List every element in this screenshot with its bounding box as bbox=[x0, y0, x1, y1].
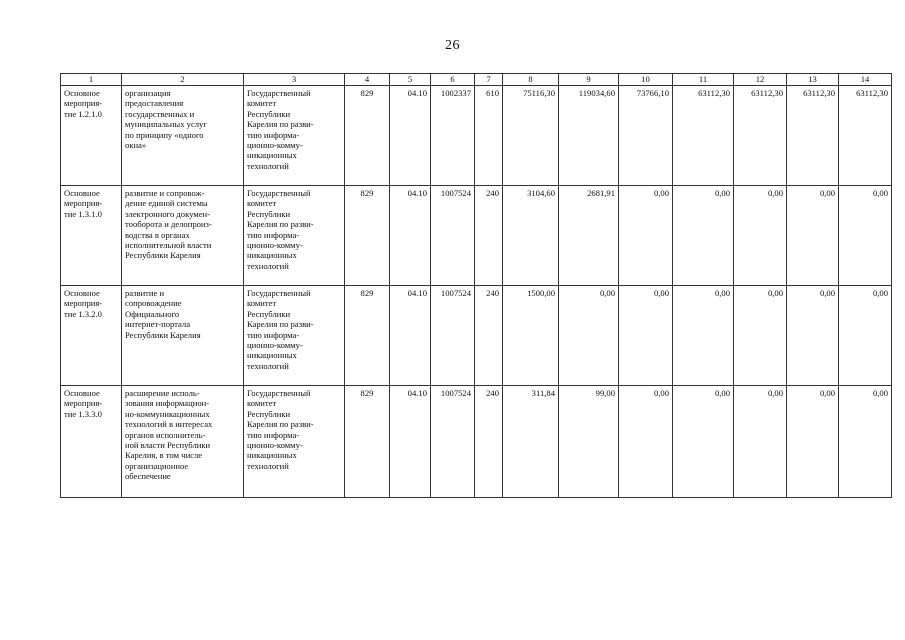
table-cell: 1002337 bbox=[431, 86, 475, 186]
column-header: 10 bbox=[619, 74, 673, 86]
table-cell: 3104,60 bbox=[503, 186, 559, 286]
table-cell: 240 bbox=[475, 286, 503, 386]
table-cell: 63112,30 bbox=[839, 86, 892, 186]
column-header: 6 bbox=[431, 74, 475, 86]
table-cell: 0,00 bbox=[734, 186, 787, 286]
table-cell-executor: Государственный комитет Республики Карелия по разви- тию информа- ционно-комму- никационных технологий bbox=[244, 186, 345, 286]
column-header: 12 bbox=[734, 74, 787, 86]
table-cell: 2681,91 bbox=[559, 186, 619, 286]
table-cell-event: Основное мероприя- тие 1.2.1.0 bbox=[61, 86, 122, 186]
column-header: 1 bbox=[61, 74, 122, 86]
table-cell: 99,00 bbox=[559, 386, 619, 498]
table-cell: 311,84 bbox=[503, 386, 559, 498]
column-header: 13 bbox=[787, 74, 839, 86]
table-row bbox=[61, 186, 892, 286]
table-cell: 0,00 bbox=[619, 386, 673, 498]
table-cell: 829 bbox=[345, 286, 390, 386]
table-cell: 0,00 bbox=[839, 286, 892, 386]
table-cell: 0,00 bbox=[839, 186, 892, 286]
table-cell: 240 bbox=[475, 386, 503, 498]
table-cell: 1007524 bbox=[431, 286, 475, 386]
table-cell: 04.10 bbox=[390, 86, 431, 186]
table-cell: 04.10 bbox=[390, 286, 431, 386]
table-cell-description: развитие и сопровождение Официального интернет-портала Республики Карелия bbox=[122, 286, 244, 386]
table-cell: 1500,00 bbox=[503, 286, 559, 386]
table-cell: 1007524 bbox=[431, 386, 475, 498]
column-header: 3 bbox=[244, 74, 345, 86]
table-cell: 0,00 bbox=[734, 286, 787, 386]
table-cell-event: Основное мероприя- тие 1.3.3.0 bbox=[61, 386, 122, 498]
table-cell: 63112,30 bbox=[673, 86, 734, 186]
column-header: 8 bbox=[503, 74, 559, 86]
table-cell: 0,00 bbox=[839, 386, 892, 498]
column-header: 9 bbox=[559, 74, 619, 86]
table-cell-event: Основное мероприя- тие 1.3.2.0 bbox=[61, 286, 122, 386]
table-cell: 610 bbox=[475, 86, 503, 186]
column-header: 14 bbox=[839, 74, 892, 86]
header-row bbox=[61, 74, 892, 86]
table-cell: 0,00 bbox=[673, 386, 734, 498]
column-header: 2 bbox=[122, 74, 244, 86]
table-cell: 0,00 bbox=[673, 286, 734, 386]
table-row bbox=[61, 286, 892, 386]
table-cell-executor: Государственный комитет Республики Карелия по разви- тию информа- ционно-комму- никационных технологий bbox=[244, 286, 345, 386]
table-cell: 119034,60 bbox=[559, 86, 619, 186]
table-cell-description: расширение исполь- зования информацион- но-коммуникационных технологий в интересах органов исполнитель- ной власти Республики Карелия, в том числе организационное обеспечение bbox=[122, 386, 244, 498]
table-cell: 0,00 bbox=[734, 386, 787, 498]
table-cell: 0,00 bbox=[559, 286, 619, 386]
table-cell: 0,00 bbox=[787, 386, 839, 498]
table-cell: 240 bbox=[475, 186, 503, 286]
page-number: 26 bbox=[445, 38, 460, 53]
table-cell: 0,00 bbox=[619, 286, 673, 386]
table-cell: 829 bbox=[345, 386, 390, 498]
column-header: 5 bbox=[390, 74, 431, 86]
table-cell-description: организация предоставления государственных и муниципальных услуг по принципу «одного окна» bbox=[122, 86, 244, 186]
table-cell: 75116,30 bbox=[503, 86, 559, 186]
table-row bbox=[61, 386, 892, 498]
column-header: 11 bbox=[673, 74, 734, 86]
column-header: 4 bbox=[345, 74, 390, 86]
table-cell: 1007524 bbox=[431, 186, 475, 286]
table-cell: 829 bbox=[345, 86, 390, 186]
table-cell: 63112,30 bbox=[734, 86, 787, 186]
table-cell-event: Основное мероприя- тие 1.3.1.0 bbox=[61, 186, 122, 286]
table-cell: 63112,30 bbox=[787, 86, 839, 186]
table-cell: 0,00 bbox=[787, 286, 839, 386]
table-cell-executor: Государственный комитет Республики Карелия по разви- тию информа- ционно-комму- никационных технологий bbox=[244, 386, 345, 498]
table-cell: 0,00 bbox=[673, 186, 734, 286]
table-cell: 0,00 bbox=[619, 186, 673, 286]
column-header: 7 bbox=[475, 74, 503, 86]
table-cell-executor: Государственный комитет Республики Карелия по разви- тию информа- ционно-комму- никационных технологий bbox=[244, 86, 345, 186]
table-cell-description: развитие и сопровож- дение единой системы электронного докумен- тооборота и делопроиз- водства в органах исполнительной власти Республики Карелия bbox=[122, 186, 244, 286]
table-cell: 829 bbox=[345, 186, 390, 286]
budget-table bbox=[60, 73, 892, 498]
table-cell: 73766,10 bbox=[619, 86, 673, 186]
table-cell: 0,00 bbox=[787, 186, 839, 286]
table-cell: 04.10 bbox=[390, 186, 431, 286]
table-row bbox=[61, 86, 892, 186]
table-cell: 04.10 bbox=[390, 386, 431, 498]
